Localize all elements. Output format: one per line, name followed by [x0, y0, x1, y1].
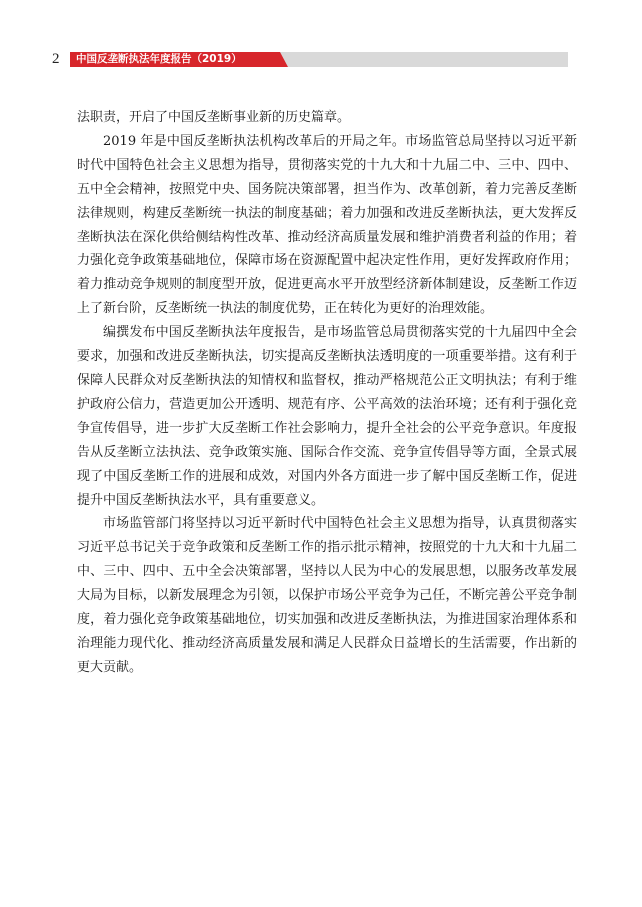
report-title: 中国反垄断执法年度报告（2019）: [76, 53, 242, 65]
page-number: 2: [52, 51, 60, 67]
paragraph-continuation: 法职责，开启了中国反垄断事业新的历史篇章。: [77, 110, 351, 125]
paragraph-future-commitment: 市场监管部门将坚持以习近平新时代中国特色社会主义思想为指导，认真贯彻落实习近平总书记关于竞争政策和反垄断工作的指示批示精神，按照党的十九大和十九届二中、三中、四中、五中全会决策部署，坚持以人民为中心的发展思想，以服务改革发展大局为目标，以新发展理念为引领，以保护市场公平竞争为己任，不断完善公平竞争制度，着力强化竞争政策基础地位，切实加强和改进反垄断执法，为推进国家治理体系和治理能力现代化、推动经济高质量发展和满足人民群众日益增长的生活需要，作出新的更大贡献。: [77, 516, 577, 675]
body-text: [77, 106, 577, 680]
paragraph-2019-overview: 2019 年是中国反垄断执法机构改革后的开局之年。市场监管总局坚持以习近平新时代中国特色社会主义思想为指导，贯彻落实党的十九大和十九届二中、三中、四中、五中全会精神，按照党中央、国务院决策部署，担当作为、改革创新，着力完善反垄断法律规则，构建反垄断统一执法的制度基础；着力加强和改进反垄断执法，更大发挥反垄断执法在深化供给侧结构性改革、推动经济高质量发展和维护消费者利益的作用；着力强化竞争政策基础地位，保障市场在资源配置中起决定性作用，更好发挥政府作用；着力推动竞争规则的制度型开放，促进更高水平开放型经济新体制建设，反垄断工作迈上了新台阶，反垄断统一执法的制度优势，正在转化为更好的治理效能。: [77, 133, 577, 317]
page-header: [0, 0, 642, 80]
paragraph-annual-report: 编撰发布中国反垄断执法年度报告，是市场监管总局贯彻落实党的十九届四中全会要求，加强和改进反垄断执法，切实提高反垄断执法透明度的一项重要举措。这有利于保障人民群众对反垄断执法的知情权和监督权，推动严格规范公正文明执法；有利于维护政府公信力，营造更加公开透明、规范有序、公平高效的法治环境；还有利于强化竞争宣传倡导，进一步扩大反垄断工作社会影响力，提升全社会的公平竞争意识。年度报告从反垄断立法执法、竞争政策实施、国际合作交流、竞争宣传倡导等方面，全景式展现了中国反垄断工作的进展和成效，对国内外各方面进一步了解中国反垄断工作，促进提升中国反垄断执法水平，具有重要意义。: [77, 325, 577, 508]
